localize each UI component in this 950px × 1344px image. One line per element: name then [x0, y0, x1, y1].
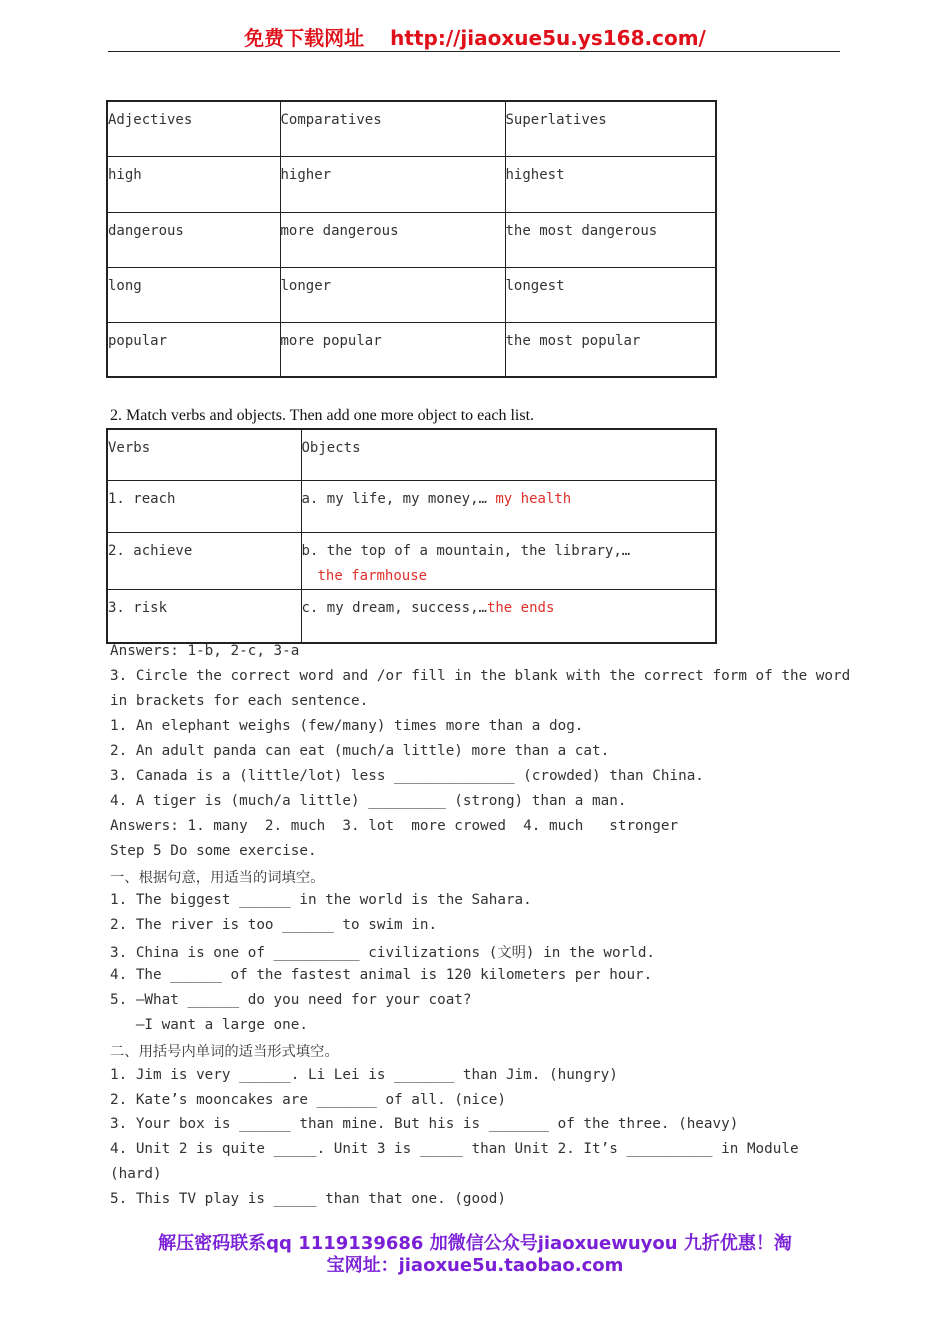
text-line: in brackets for each sentence.: [110, 693, 369, 709]
added-object: my health: [495, 490, 572, 507]
text-line: 3. China is one of __________ civilizations (文明) in the world.: [110, 945, 656, 961]
header-url[interactable]: http://jiaoxue5u.ys168.com/: [390, 26, 706, 50]
added-object: the farmhouse: [317, 567, 428, 584]
header-cell: Adjectives: [107, 101, 280, 156]
table-row: [107, 212, 716, 267]
objects-text: a. my life, my money,…: [301, 490, 496, 507]
table-row: [107, 322, 716, 377]
text-line: 一、根据句意，用适当的词填空。: [110, 870, 325, 886]
text-line: —I want a large one.: [110, 1017, 308, 1033]
table-cell: more popular: [280, 322, 505, 377]
objects-text: b. the top of a mountain, the library,…: [301, 542, 631, 559]
objects-cell: [301, 589, 716, 643]
header-cell: Objects: [301, 429, 716, 480]
text-line: 5. —What ______ do you need for your coat?: [110, 992, 472, 1008]
text-line: Step 5 Do some exercise.: [110, 843, 317, 859]
footer-line-1: 解压密码联系qq 1119139686 加微信公众号jiaoxuewuyou 九折优惠！淘: [158, 1233, 792, 1254]
table-cell: high: [107, 156, 280, 212]
table-cell: dangerous: [107, 212, 280, 267]
table-header-row: [107, 101, 716, 156]
text-line: 1. An elephant weighs (few/many) times more than a dog.: [110, 718, 584, 734]
table-cell: the most popular: [505, 322, 716, 377]
text-line: 5. This TV play is _____ than that one. (good): [110, 1191, 506, 1207]
verb-cell: 2. achieve: [107, 532, 301, 589]
header-cell: Superlatives: [505, 101, 716, 156]
text-line: 4. A tiger is (much/a little) _________ (strong) than a man.: [110, 793, 627, 809]
header-cell: Comparatives: [280, 101, 505, 156]
text-line: 2. The river is too ______ to swim in.: [110, 917, 438, 933]
footer-line-2: 宝网址：jiaoxue5u.taobao.com: [326, 1255, 624, 1276]
header-title: 免费下载网址: [244, 26, 365, 50]
section-2-caption: 2. Match verbs and objects. Then add one more object to each list.: [110, 407, 535, 424]
table-row: [107, 156, 716, 212]
header-cell: Verbs: [107, 429, 301, 480]
table-cell: more dangerous: [280, 212, 505, 267]
table-cell: long: [107, 267, 280, 322]
text-line: Answers: 1. many 2. much 3. lot more crowed 4. much stronger: [110, 818, 679, 834]
table-row: [107, 480, 716, 532]
text-line: (hard): [110, 1166, 162, 1182]
text-line: 3. Canada is a (little/lot) less ______________ (crowded) than China.: [110, 768, 704, 784]
text-line: 3. Circle the correct word and /or fill in the blank with the correct form of the word: [110, 668, 851, 684]
verb-cell: 3. risk: [107, 589, 301, 643]
text-line: Answers: 1-b, 2-c, 3-a: [110, 643, 300, 659]
text-line: 1. The biggest ______ in the world is the Sahara.: [110, 892, 532, 908]
verbs-objects-table: [106, 428, 717, 644]
table-row: [107, 267, 716, 322]
objects-cell: [301, 480, 716, 532]
text-line: 1. Jim is very ______. Li Lei is _______ than Jim. (hungry): [110, 1067, 618, 1083]
table-row: [107, 589, 716, 643]
table-cell: popular: [107, 322, 280, 377]
objects-text: c. my dream, success,…: [301, 599, 487, 616]
adjective-forms-table: [106, 100, 717, 378]
verb-cell: 1. reach: [107, 480, 301, 532]
text-line: 3. Your box is ______ than mine. But his is _______ of the three. (heavy): [110, 1116, 739, 1132]
header-divider: [108, 51, 840, 52]
objects-cell: [301, 532, 716, 589]
text-line: 2. An adult panda can eat (much/a little) more than a cat.: [110, 743, 610, 759]
text-line: 4. The ______ of the fastest animal is 120 kilometers per hour.: [110, 967, 653, 983]
table-cell: the most dangerous: [505, 212, 716, 267]
table-cell: highest: [505, 156, 716, 212]
table-cell: higher: [280, 156, 505, 212]
page-header: [0, 22, 950, 51]
added-object: the ends: [486, 599, 555, 616]
table-header-row: [107, 429, 716, 480]
table-cell: longer: [280, 267, 505, 322]
text-line: 4. Unit 2 is quite _____. Unit 3 is _____ than Unit 2. It’s __________ in Module: [110, 1141, 799, 1157]
table-row: [107, 532, 716, 589]
table-cell: longest: [505, 267, 716, 322]
text-line: 2. Kate’s mooncakes are _______ of all. (nice): [110, 1092, 506, 1108]
text-line: 二、用括号内单词的适当形式填空。: [110, 1044, 339, 1060]
